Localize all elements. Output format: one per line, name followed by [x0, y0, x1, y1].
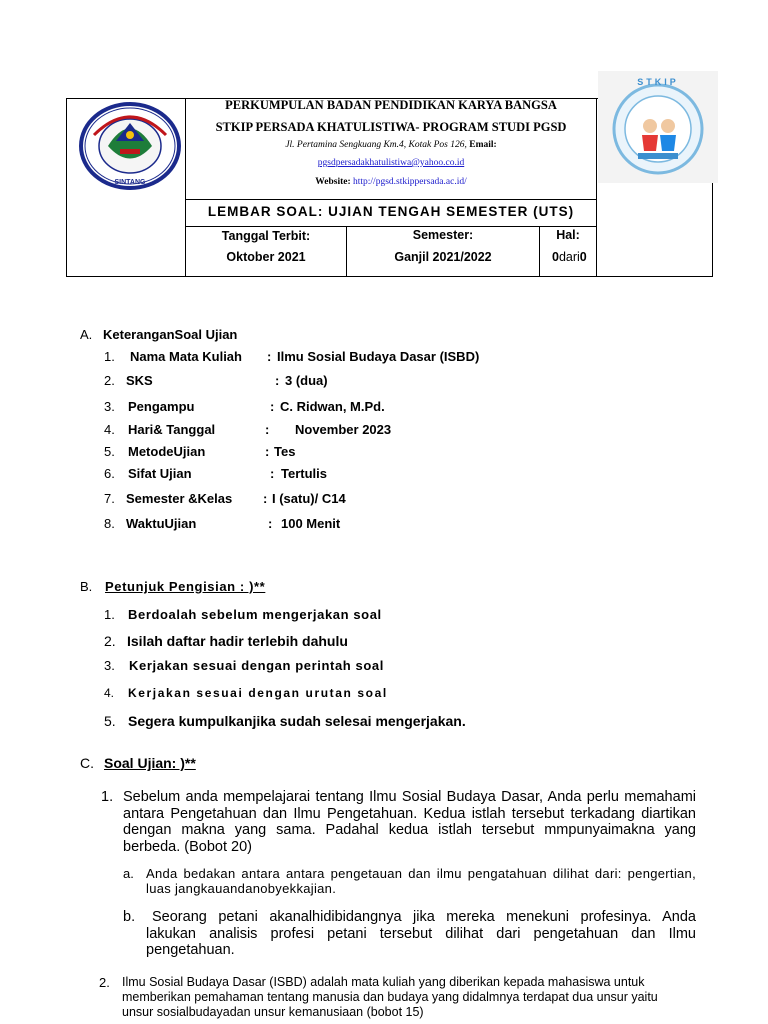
q1a-num: a. — [123, 866, 134, 881]
website-line — [186, 177, 596, 187]
item-a5-sep: : — [265, 444, 270, 459]
item-a3-sep: : — [270, 399, 275, 414]
section-a-title: KeteranganSoal Ujian — [103, 327, 238, 342]
q1-text: Sebelum anda mempelajarai tentang Ilmu Sosial Budaya Dasar, Anda perlu memahami antara Pengetahuan dan Ilmu Pengetahuan. Kedua istlah tersebut terkadang diartikan dengan makna yang sama. Padahal kedua istlah tersebut mmpunyaimakna yang berbeda. (Bobot 20) — [123, 789, 696, 855]
item-a3-value: C. Ridwan, M.Pd. — [280, 399, 385, 414]
q2-num: 2. — [99, 975, 110, 990]
item-a7-label: Semester &Kelas — [126, 491, 233, 506]
item-a2-value: 3 (dua) — [285, 373, 328, 388]
item-a4-value: November 2023 — [295, 422, 392, 437]
item-a1-value: Ilmu Sosial Budaya Dasar (ISBD) — [277, 349, 480, 364]
item-a1-num: 1. — [104, 349, 115, 364]
item-a2-num: 2. — [104, 373, 115, 388]
semester-label: Semester: — [412, 228, 474, 242]
header-divider-title-top — [185, 199, 597, 200]
section-c-title: Soal Ujian: )** — [104, 755, 196, 771]
hal-value-b: 0 — [579, 250, 587, 264]
q1-num: 1. — [101, 789, 114, 805]
org-name: PERKUMPULAN BADAN PENDIDIKAN KARYA BANGSA — [225, 98, 557, 112]
item-a7-num: 7. — [104, 491, 115, 506]
q1b-num: b. — [123, 909, 136, 925]
header-divider-right — [596, 98, 597, 277]
item-a4-sep: : — [265, 422, 270, 437]
item-a1-sep: : — [267, 349, 272, 364]
item-b1-text: Berdoalah sebelum mengerjakan soal — [128, 607, 382, 622]
section-a-marker: A. — [80, 327, 93, 342]
address-line — [186, 140, 596, 150]
hal-label: Hal: — [556, 228, 580, 242]
item-b3-num: 3. — [104, 658, 115, 673]
website-label: Website: — [315, 177, 351, 187]
item-a5-value: Tes — [274, 444, 296, 459]
item-a8-label: WaktuUjian — [126, 516, 197, 531]
item-a4-num: 4. — [104, 422, 115, 437]
item-b1-num: 1. — [104, 607, 115, 622]
item-a6-label: Sifat Ujian — [128, 466, 192, 481]
item-b5-num: 5. — [104, 713, 116, 729]
address-text: Jl. Pertamina Sengkuang Km.4, Kotak Pos 126, — [285, 140, 467, 150]
doc-title: LEMBAR SOAL: UJIAN TENGAH SEMESTER (UTS) — [207, 204, 575, 219]
q2-text: Ilmu Sosial Budaya Dasar (ISBD) adalah mata kuliah yang diberikan kepada mahasiswa untuk memberikan pemahaman tentang manusia dan budaya yang didalmnya terdapat dua unsur yaitu unsur sosialbudayadan unsur kemanusiaan (bobot 15) — [122, 975, 658, 1019]
item-a8-sep: : — [268, 516, 273, 531]
section-b-marker: B. — [80, 579, 93, 594]
semester-value: Ganjil 2021/2022 — [394, 250, 492, 264]
right-logo-top-text: STKIP — [637, 77, 679, 87]
header-divider-title-bottom — [185, 226, 597, 227]
q1a-text: Anda bedakan antara antara pengetauan dan ilmu pengatahuan dilihat dari: pengertian, luas jangkauandanobyekkajian. — [146, 866, 696, 896]
program-name: STKIP PERSADA KHATULISTIWA- PROGRAM STUDI PGSD — [215, 120, 567, 134]
email-link[interactable]: pgsdpersadakhatulistiwa@yahoo.co.id — [317, 158, 465, 168]
pgsd-logo — [598, 71, 718, 183]
item-a6-value: Tertulis — [281, 466, 327, 481]
item-b2-num: 2. — [104, 633, 116, 649]
section-c-marker: C. — [80, 755, 94, 771]
item-a2-label: SKS — [126, 373, 153, 388]
email-label: Email: — [469, 140, 497, 150]
hal-value-mid: dari — [558, 250, 580, 264]
item-a4-label: Hari& Tanggal — [128, 422, 216, 437]
item-a1-label: Nama Mata Kuliah — [130, 349, 242, 364]
item-a6-num: 6. — [104, 466, 115, 481]
item-b5-text: Segera kumpulkanjika sudah selesai mengerjakan. — [128, 713, 466, 729]
item-b2-text: Isilah daftar hadir terlebih dahulu — [127, 633, 348, 649]
item-b3-text: Kerjakan sesuai dengan perintah soal — [129, 658, 384, 673]
item-a3-num: 3. — [104, 399, 115, 414]
item-a7-value: I (satu)/ C14 — [272, 491, 346, 506]
q1b-text: Seorang petani akanalhidibidangnya jika mereka menekuni profesinya. Anda lakukan analisis profesi petani tersebut dilihat dari pengetahuan dan Ilmu pengetahuan. — [146, 909, 696, 958]
item-b4-text: Kerjakan sesuai dengan urutan soal — [128, 686, 388, 700]
hal-value — [552, 250, 587, 264]
item-a3-label: Pengampu — [128, 399, 195, 414]
item-a5-num: 5. — [104, 444, 115, 459]
tanggal-label: Tanggal Terbit: — [221, 229, 311, 243]
item-a5-label: MetodeUjian — [128, 444, 206, 459]
hal-value-a: 0 — [552, 250, 559, 264]
item-a2-sep: : — [275, 373, 280, 388]
left-logo-bottom-text: SINTANG — [114, 179, 146, 186]
item-a7-sep: : — [263, 491, 268, 506]
section-b-title: Petunjuk Pengisian : )** — [105, 579, 266, 594]
item-a8-value: 100 Menit — [281, 516, 341, 531]
stkip-seal-logo — [78, 101, 183, 191]
item-b4-num: 4. — [104, 686, 115, 700]
item-a6-sep: : — [270, 466, 275, 481]
website-link[interactable]: http://pgsd.stkippersada.ac.id/ — [353, 177, 467, 187]
tanggal-value: Oktober 2021 — [226, 250, 306, 264]
item-a8-num: 8. — [104, 516, 115, 531]
